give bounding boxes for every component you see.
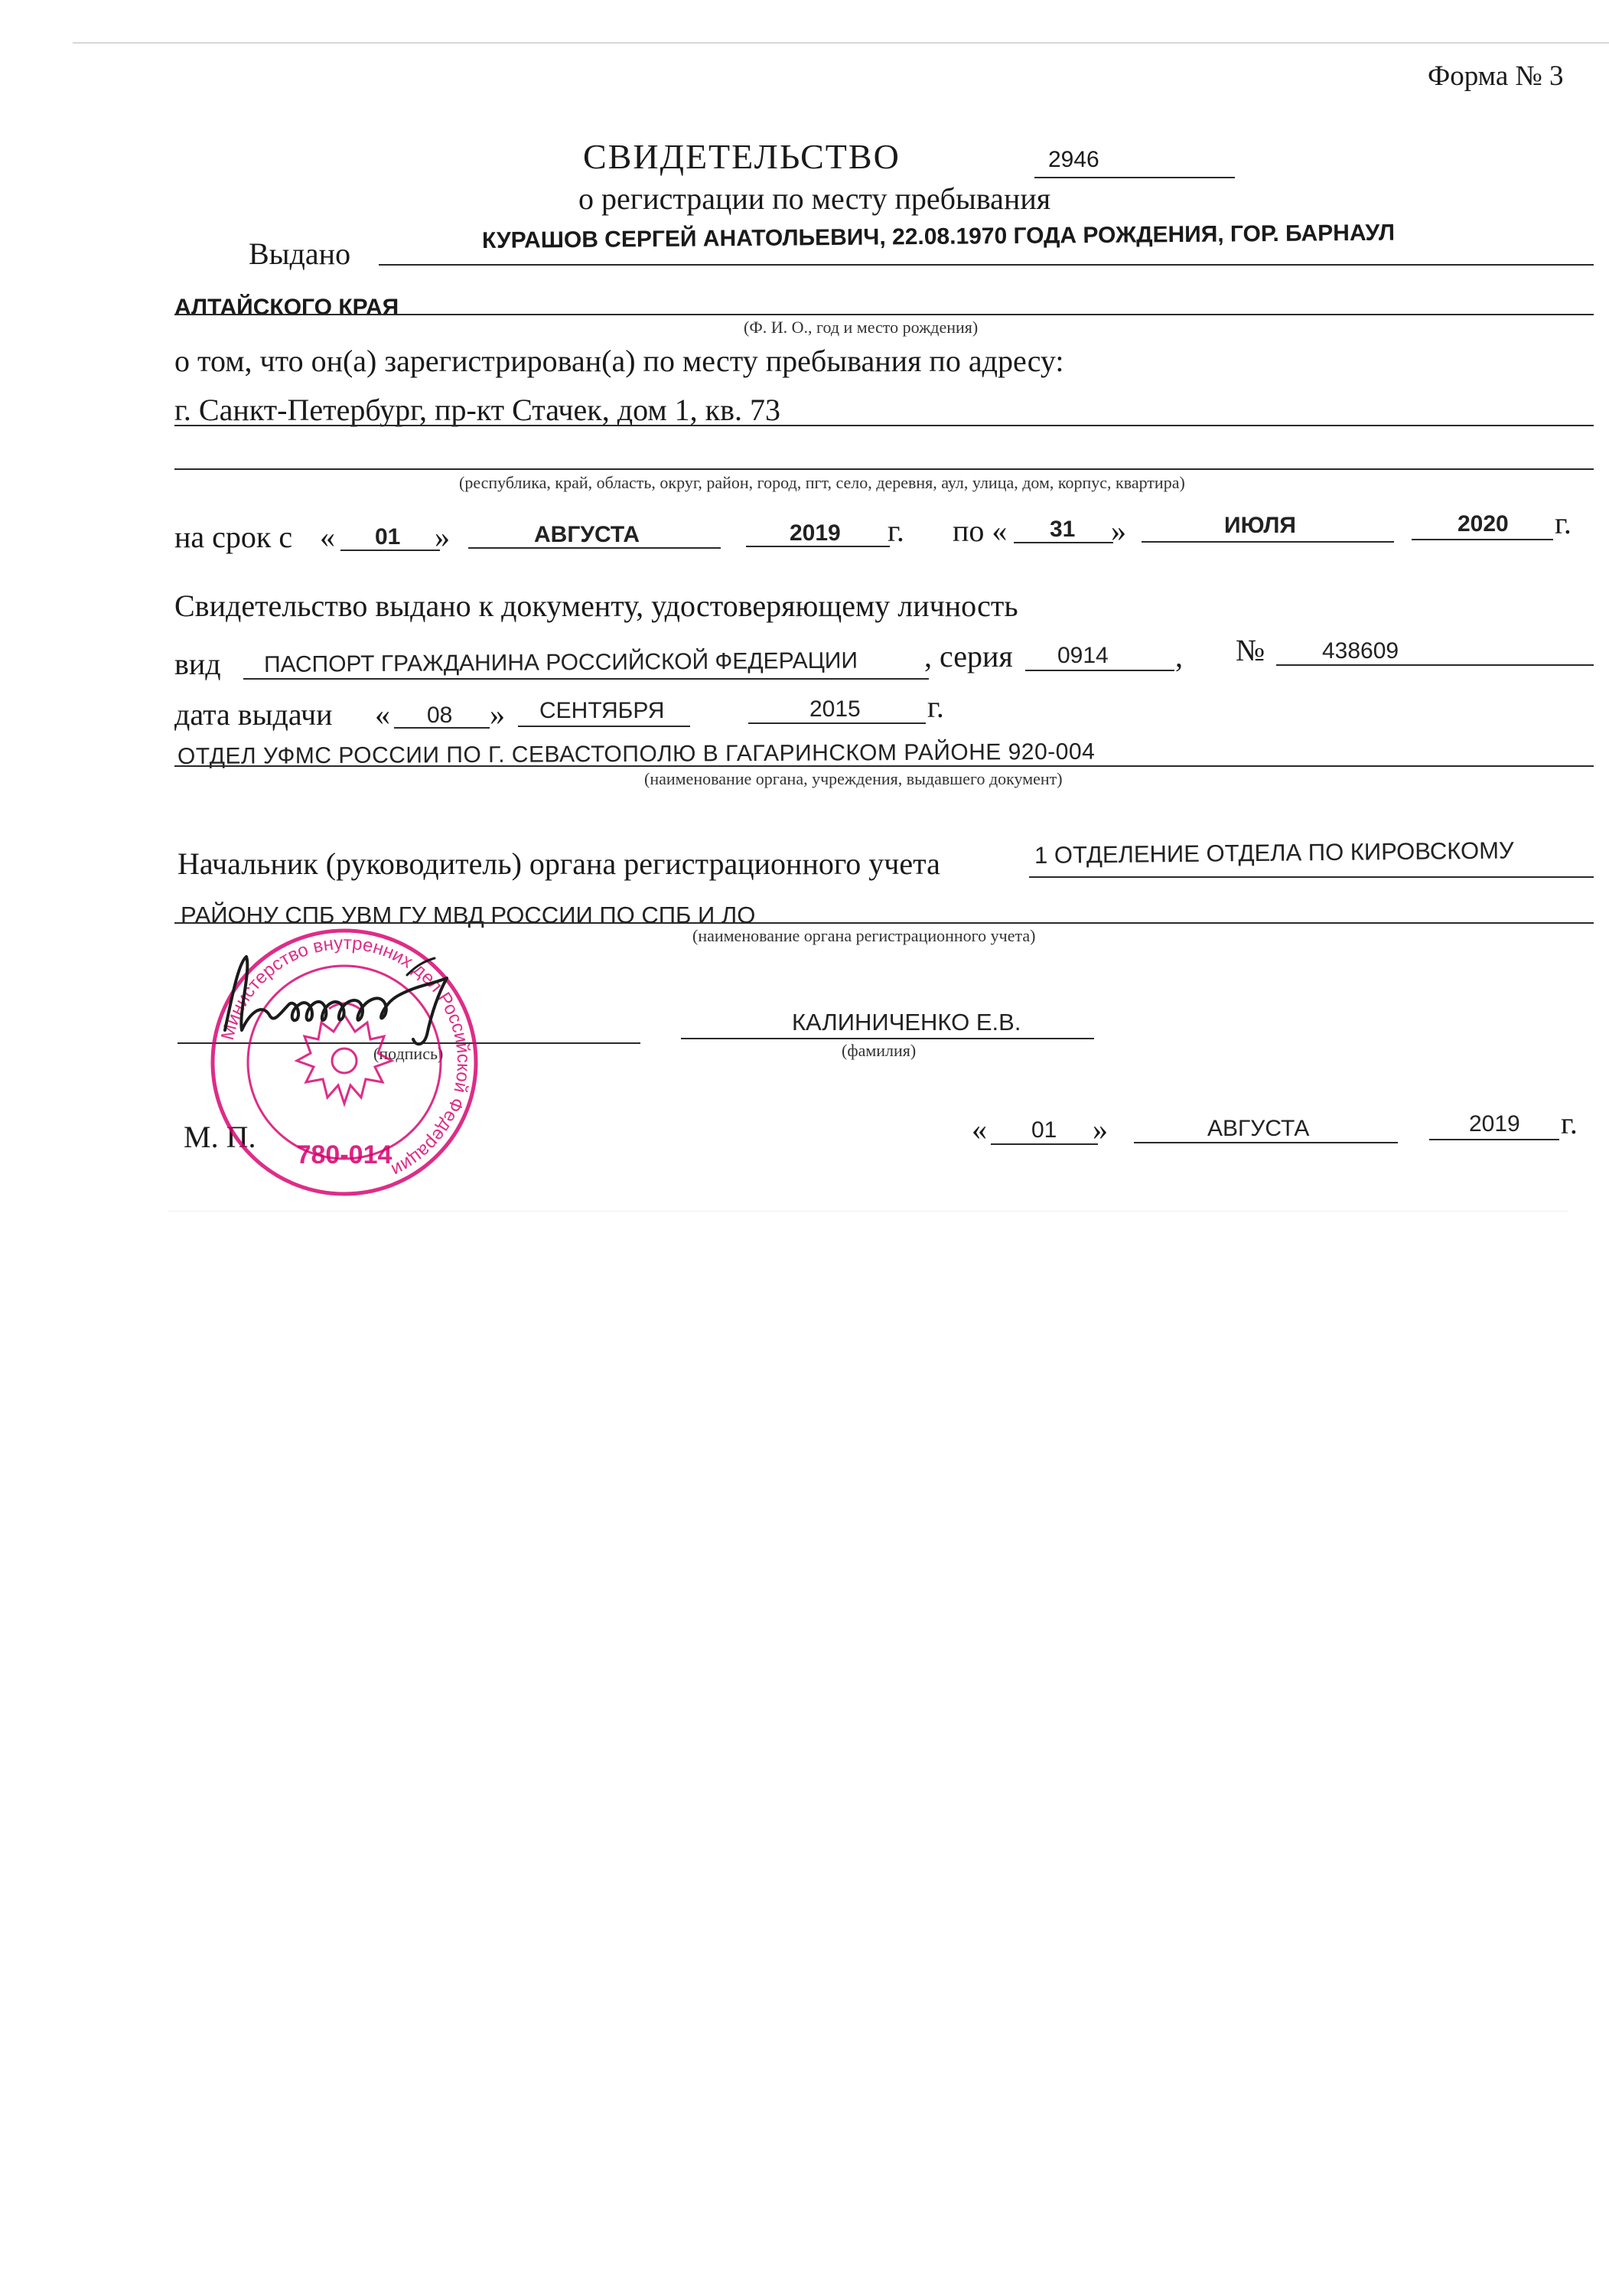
- footer-month-line: [1134, 1142, 1398, 1143]
- scan-fold-line: [168, 1211, 1568, 1212]
- identity-kind: ПАСПОРТ ГРАЖДАНИНА РОССИЙСКОЙ ФЕДЕРАЦИИ: [263, 647, 858, 677]
- term-to-year-line: [1412, 539, 1553, 540]
- seal-code: 780-014: [296, 1140, 392, 1169]
- term-to-year: 2020: [1458, 511, 1509, 536]
- identity-series-label: , серия: [924, 639, 1013, 673]
- signature-caption: (подпись): [373, 1044, 444, 1063]
- footer-month: АВГУСТА: [1207, 1116, 1310, 1141]
- issue-date-lquote: «: [375, 697, 390, 732]
- document-number-line: [1034, 177, 1235, 178]
- registration-address: г. Санкт-Петербург, пр-кт Стачек, дом 1, кв. 73: [174, 393, 780, 427]
- term-to-month: ИЮЛЯ: [1224, 513, 1296, 538]
- seal-place-label: М. П.: [184, 1120, 256, 1154]
- address-caption: (республика, край, область, округ, район, город, пгт, село, деревня, аул, улица, дом, корпус, квартира): [459, 473, 1185, 492]
- document-subtitle: о регистрации по месту пребывания: [578, 181, 1051, 216]
- identity-series-line: [1025, 670, 1174, 671]
- issuing-authority-line: [174, 765, 1594, 767]
- term-from-year: 2019: [790, 520, 841, 546]
- identity-series: 0914: [1057, 643, 1109, 668]
- chief-org-line1: 1 ОТДЕЛЕНИЕ ОТДЕЛА ПО КИРОВСКОМУ: [1034, 837, 1514, 869]
- term-from-year-line: [746, 546, 890, 547]
- footer-day-line: [991, 1143, 1098, 1145]
- issue-month: СЕНТЯБРЯ: [539, 698, 665, 723]
- issue-year-line: [748, 722, 926, 724]
- identity-intro: Свидетельство выдано к документу, удостоверяющему личность: [174, 589, 1018, 623]
- address-line2: [174, 468, 1594, 470]
- chief-org-line1-rule: [1029, 876, 1594, 878]
- identity-kind-label: вид: [174, 647, 221, 681]
- address-line1: [174, 425, 1594, 426]
- issue-year: 2015: [809, 696, 861, 722]
- issued-to-line1: [379, 264, 1594, 266]
- official-surname: КАЛИНИЧЕНКО Е.В.: [792, 1009, 1021, 1035]
- term-from-lquote: «: [320, 520, 335, 554]
- chief-org-caption: (наименование органа регистрационного учета): [692, 926, 1036, 945]
- seal-ring-text: Министерство внутренних дел Российской Федерации: [217, 932, 474, 1181]
- identity-number-line: [1276, 664, 1594, 666]
- footer-day: 01: [1031, 1117, 1057, 1143]
- scan-edge-line: [73, 42, 1609, 44]
- term-from-month-line: [468, 547, 721, 549]
- document-title: СВИДЕТЕЛЬСТВО: [583, 137, 901, 176]
- issued-to-label: Выдано: [249, 236, 351, 271]
- issue-date-rquote: »: [490, 697, 505, 732]
- chief-org-line2: РАЙОНУ СПБ УВМ ГУ МВД РОССИИ ПО СПБ И ЛО: [181, 902, 756, 928]
- term-to-day: 31: [1050, 517, 1076, 542]
- chief-org-line2-rule: [174, 922, 1594, 924]
- chief-label: Начальник (руководитель) органа регистрационного учета: [178, 846, 940, 881]
- surname-caption: (фамилия): [842, 1041, 917, 1060]
- form-number: Форма № 3: [1428, 60, 1564, 92]
- identity-series-comma: ,: [1175, 639, 1183, 673]
- term-from-day: 01: [375, 524, 401, 550]
- term-to-month-line: [1142, 541, 1394, 543]
- term-to-day-line: [1014, 542, 1113, 543]
- issued-to-caption: (Ф. И. О., год и место рождения): [744, 318, 979, 337]
- term-from-month: АВГУСТА: [534, 522, 640, 547]
- term-to-g: г.: [1555, 506, 1572, 540]
- term-from-g: г.: [888, 514, 904, 548]
- term-label: на срок с: [174, 520, 293, 554]
- term-from-rquote: »: [435, 520, 450, 554]
- footer-g: г.: [1561, 1106, 1578, 1140]
- issue-month-line: [518, 726, 690, 727]
- footer-rquote: »: [1093, 1112, 1108, 1146]
- holder-name-line2: АЛТАЙСКОГО КРАЯ: [174, 295, 399, 320]
- holder-name-line1: КУРАШОВ СЕРГЕЙ АНАТОЛЬЕВИЧ, 22.08.1970 ГОДА РОЖДЕНИЯ, ГОР. БАРНАУЛ: [481, 220, 1396, 253]
- identity-number: 438609: [1322, 638, 1399, 664]
- footer-year-line: [1429, 1139, 1559, 1140]
- identity-number-label: №: [1236, 633, 1265, 667]
- issue-year-g: г.: [927, 690, 944, 724]
- term-from-day-line: [340, 550, 440, 551]
- footer-lquote: «: [972, 1112, 987, 1146]
- issue-date-label: дата выдачи: [174, 697, 333, 732]
- issuing-authority: ОТДЕЛ УФМС РОССИИ ПО Г. СЕВАСТОПОЛЮ В ГАГАРИНСКОМ РАЙОНЕ 920-004: [177, 739, 1096, 769]
- issue-day: 08: [427, 703, 453, 728]
- issue-day-line: [394, 727, 490, 729]
- document-number: 2946: [1048, 147, 1099, 172]
- registration-text: о том, что он(а) зарегистрирован(а) по месту пребывания по адресу:: [174, 344, 1064, 378]
- surname-line: [681, 1038, 1094, 1039]
- term-to-rquote: »: [1111, 514, 1126, 548]
- handwritten-signature: [216, 940, 476, 1055]
- identity-kind-line: [243, 678, 929, 680]
- issued-to-line2: [174, 314, 1594, 315]
- issuing-authority-caption: (наименование органа, учреждения, выдавшего документ): [644, 769, 1063, 788]
- footer-year: 2019: [1469, 1111, 1520, 1137]
- term-to-label: по «: [953, 514, 1008, 548]
